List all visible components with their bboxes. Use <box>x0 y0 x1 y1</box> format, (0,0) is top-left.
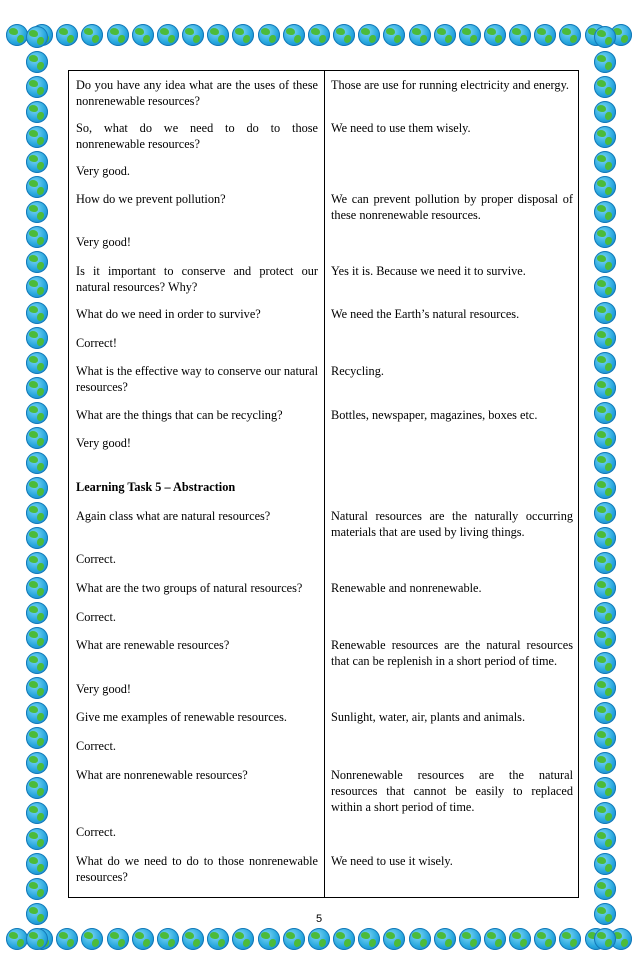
teacher-line: Correct! <box>76 336 117 350</box>
globe-icon <box>459 24 481 46</box>
globe-icon <box>26 502 48 524</box>
student-line: Bottles, newspaper, magazines, boxes etc. <box>331 408 538 422</box>
globe-icon <box>26 101 48 123</box>
teacher-line: What are renewable resources? <box>76 638 230 652</box>
teacher-line: Very good! <box>76 235 131 249</box>
globe-icon <box>26 126 48 148</box>
globe-icon <box>26 251 48 273</box>
globe-icon <box>358 928 380 950</box>
globe-icon <box>26 878 48 900</box>
globe-icon <box>308 928 330 950</box>
globe-icon <box>26 652 48 674</box>
globe-icon <box>594 176 616 198</box>
page-number: 5 <box>315 913 323 925</box>
globe-icon <box>283 928 305 950</box>
globe-icon <box>594 878 616 900</box>
globe-icon <box>509 928 531 950</box>
globe-icon <box>594 327 616 349</box>
globe-icon <box>509 24 531 46</box>
globe-icon <box>26 427 48 449</box>
globe-icon <box>333 928 355 950</box>
globe-icon <box>484 24 506 46</box>
globe-icon <box>26 226 48 248</box>
globe-border-right <box>592 26 618 950</box>
globe-icon <box>26 677 48 699</box>
globe-icon <box>594 201 616 223</box>
student-line: Sunlight, water, air, plants and animals. <box>331 710 526 724</box>
globe-icon <box>534 928 556 950</box>
globe-icon <box>182 928 204 950</box>
globe-icon <box>594 76 616 98</box>
globe-icon <box>594 677 616 699</box>
student-line: Recycling. <box>331 364 384 378</box>
teacher-line: What do we need in order to survive? <box>76 307 261 321</box>
globe-icon <box>26 777 48 799</box>
globe-icon <box>26 627 48 649</box>
globe-icon <box>26 752 48 774</box>
globe-icon <box>157 24 179 46</box>
student-line: Renewable resources are the natural resources that can be replenish in a short period of time. <box>331 638 573 668</box>
globe-icon <box>26 201 48 223</box>
teacher-line: Again class what are natural resources? <box>76 509 271 523</box>
globe-icon <box>26 51 48 73</box>
globe-icon <box>358 24 380 46</box>
globe-icon <box>383 24 405 46</box>
teacher-line: Is it important to conserve and protect our natural resources? Why? <box>76 264 318 294</box>
student-line: Nonrenewable resources are the natural resources that cannot be easily to replaced within a short period of time. <box>331 768 573 814</box>
globe-icon <box>594 101 616 123</box>
globe-icon <box>594 251 616 273</box>
globe-icon <box>207 928 229 950</box>
globe-icon <box>26 302 48 324</box>
globe-icon <box>594 752 616 774</box>
globe-icon <box>26 727 48 749</box>
globe-icon <box>26 552 48 574</box>
globe-icon <box>594 652 616 674</box>
globe-icon <box>594 502 616 524</box>
student-line: We need to use them wisely. <box>331 121 471 135</box>
student-line: We need the Earth’s natural resources. <box>331 307 520 321</box>
globe-icon <box>594 627 616 649</box>
teacher-line: How do we prevent pollution? <box>76 192 226 206</box>
globe-icon <box>594 427 616 449</box>
teacher-line: Do you have any idea what are the uses of these nonrenewable resources? <box>76 78 318 108</box>
globe-icon <box>434 928 456 950</box>
globe-icon <box>232 24 254 46</box>
globe-icon <box>182 24 204 46</box>
globe-icon <box>594 26 616 48</box>
lesson-table <box>68 70 579 898</box>
teacher-line: What is the effective way to conserve our natural resources? <box>76 364 318 394</box>
globe-icon <box>26 176 48 198</box>
globe-icon <box>157 928 179 950</box>
globe-icon <box>594 226 616 248</box>
globe-icon <box>258 24 280 46</box>
globe-icon <box>594 828 616 850</box>
globe-icon <box>308 24 330 46</box>
student-line: Yes it is. Because we need it to survive. <box>331 264 526 278</box>
globe-icon <box>26 928 48 950</box>
globe-border-bottom <box>0 928 638 954</box>
globe-icon <box>26 26 48 48</box>
teacher-line: Very good. <box>76 164 130 178</box>
globe-icon <box>232 928 254 950</box>
student-line: We can prevent pollution by proper disposal of these nonrenewable resources. <box>331 192 573 222</box>
globe-icon <box>26 477 48 499</box>
globe-icon <box>207 24 229 46</box>
globe-icon <box>594 552 616 574</box>
globe-icon <box>594 527 616 549</box>
teacher-line: What do we need to do to those nonrenewable resources? <box>76 854 318 884</box>
globe-icon <box>383 928 405 950</box>
globe-icon <box>484 928 506 950</box>
globe-icon <box>409 24 431 46</box>
teacher-line: Correct. <box>76 610 116 624</box>
globe-icon <box>594 853 616 875</box>
student-line: We need to use it wisely. <box>331 854 453 868</box>
globe-icon <box>56 928 78 950</box>
teacher-line: What are nonrenewable resources? <box>76 768 248 782</box>
globe-icon <box>26 702 48 724</box>
globe-border-left <box>24 26 50 950</box>
globe-icon <box>594 377 616 399</box>
globe-icon <box>26 853 48 875</box>
globe-icon <box>594 602 616 624</box>
globe-icon <box>594 452 616 474</box>
teacher-line: Correct. <box>76 825 116 839</box>
globe-icon <box>594 276 616 298</box>
globe-icon <box>26 276 48 298</box>
globe-icon <box>26 402 48 424</box>
student-line: Those are use for running electricity and energy. <box>331 78 569 92</box>
globe-icon <box>81 928 103 950</box>
globe-icon <box>26 327 48 349</box>
teacher-line: What are the two groups of natural resources? <box>76 581 303 595</box>
globe-icon <box>594 352 616 374</box>
student-line: Natural resources are the naturally occurring materials that are used by living things. <box>331 509 573 539</box>
globe-icon <box>594 777 616 799</box>
globe-icon <box>559 24 581 46</box>
teacher-line: What are the things that can be recycling? <box>76 408 283 422</box>
globe-icon <box>594 51 616 73</box>
teacher-line: So, what do we need to do to those nonrenewable resources? <box>76 121 318 151</box>
section-heading: Learning Task 5 – Abstraction <box>76 480 236 494</box>
globe-icon <box>594 702 616 724</box>
globe-icon <box>26 151 48 173</box>
globe-icon <box>26 602 48 624</box>
globe-icon <box>594 802 616 824</box>
globe-icon <box>107 24 129 46</box>
globe-icon <box>594 928 616 950</box>
globe-icon <box>26 352 48 374</box>
globe-icon <box>81 24 103 46</box>
globe-icon <box>434 24 456 46</box>
globe-icon <box>559 928 581 950</box>
globe-border-top <box>0 24 638 50</box>
globe-icon <box>26 377 48 399</box>
globe-icon <box>107 928 129 950</box>
globe-icon <box>56 24 78 46</box>
globe-icon <box>594 302 616 324</box>
globe-icon <box>26 577 48 599</box>
globe-icon <box>283 24 305 46</box>
globe-icon <box>26 802 48 824</box>
globe-icon <box>132 24 154 46</box>
teacher-line: Give me examples of renewable resources. <box>76 710 288 724</box>
teacher-line: Very good! <box>76 682 131 696</box>
globe-icon <box>409 928 431 950</box>
globe-icon <box>26 76 48 98</box>
teacher-line: Correct. <box>76 739 116 753</box>
globe-icon <box>258 928 280 950</box>
globe-icon <box>594 126 616 148</box>
lesson-rows <box>69 71 578 897</box>
teacher-line: Very good! <box>76 436 131 450</box>
student-line: Renewable and nonrenewable. <box>331 581 482 595</box>
teacher-line: Correct. <box>76 552 116 566</box>
globe-icon <box>534 24 556 46</box>
globe-icon <box>26 527 48 549</box>
globe-icon <box>594 151 616 173</box>
globe-icon <box>26 828 48 850</box>
globe-icon <box>594 402 616 424</box>
globe-icon <box>132 928 154 950</box>
globe-icon <box>594 727 616 749</box>
globe-icon <box>594 477 616 499</box>
globe-icon <box>333 24 355 46</box>
globe-icon <box>459 928 481 950</box>
globe-icon <box>594 577 616 599</box>
globe-icon <box>26 452 48 474</box>
